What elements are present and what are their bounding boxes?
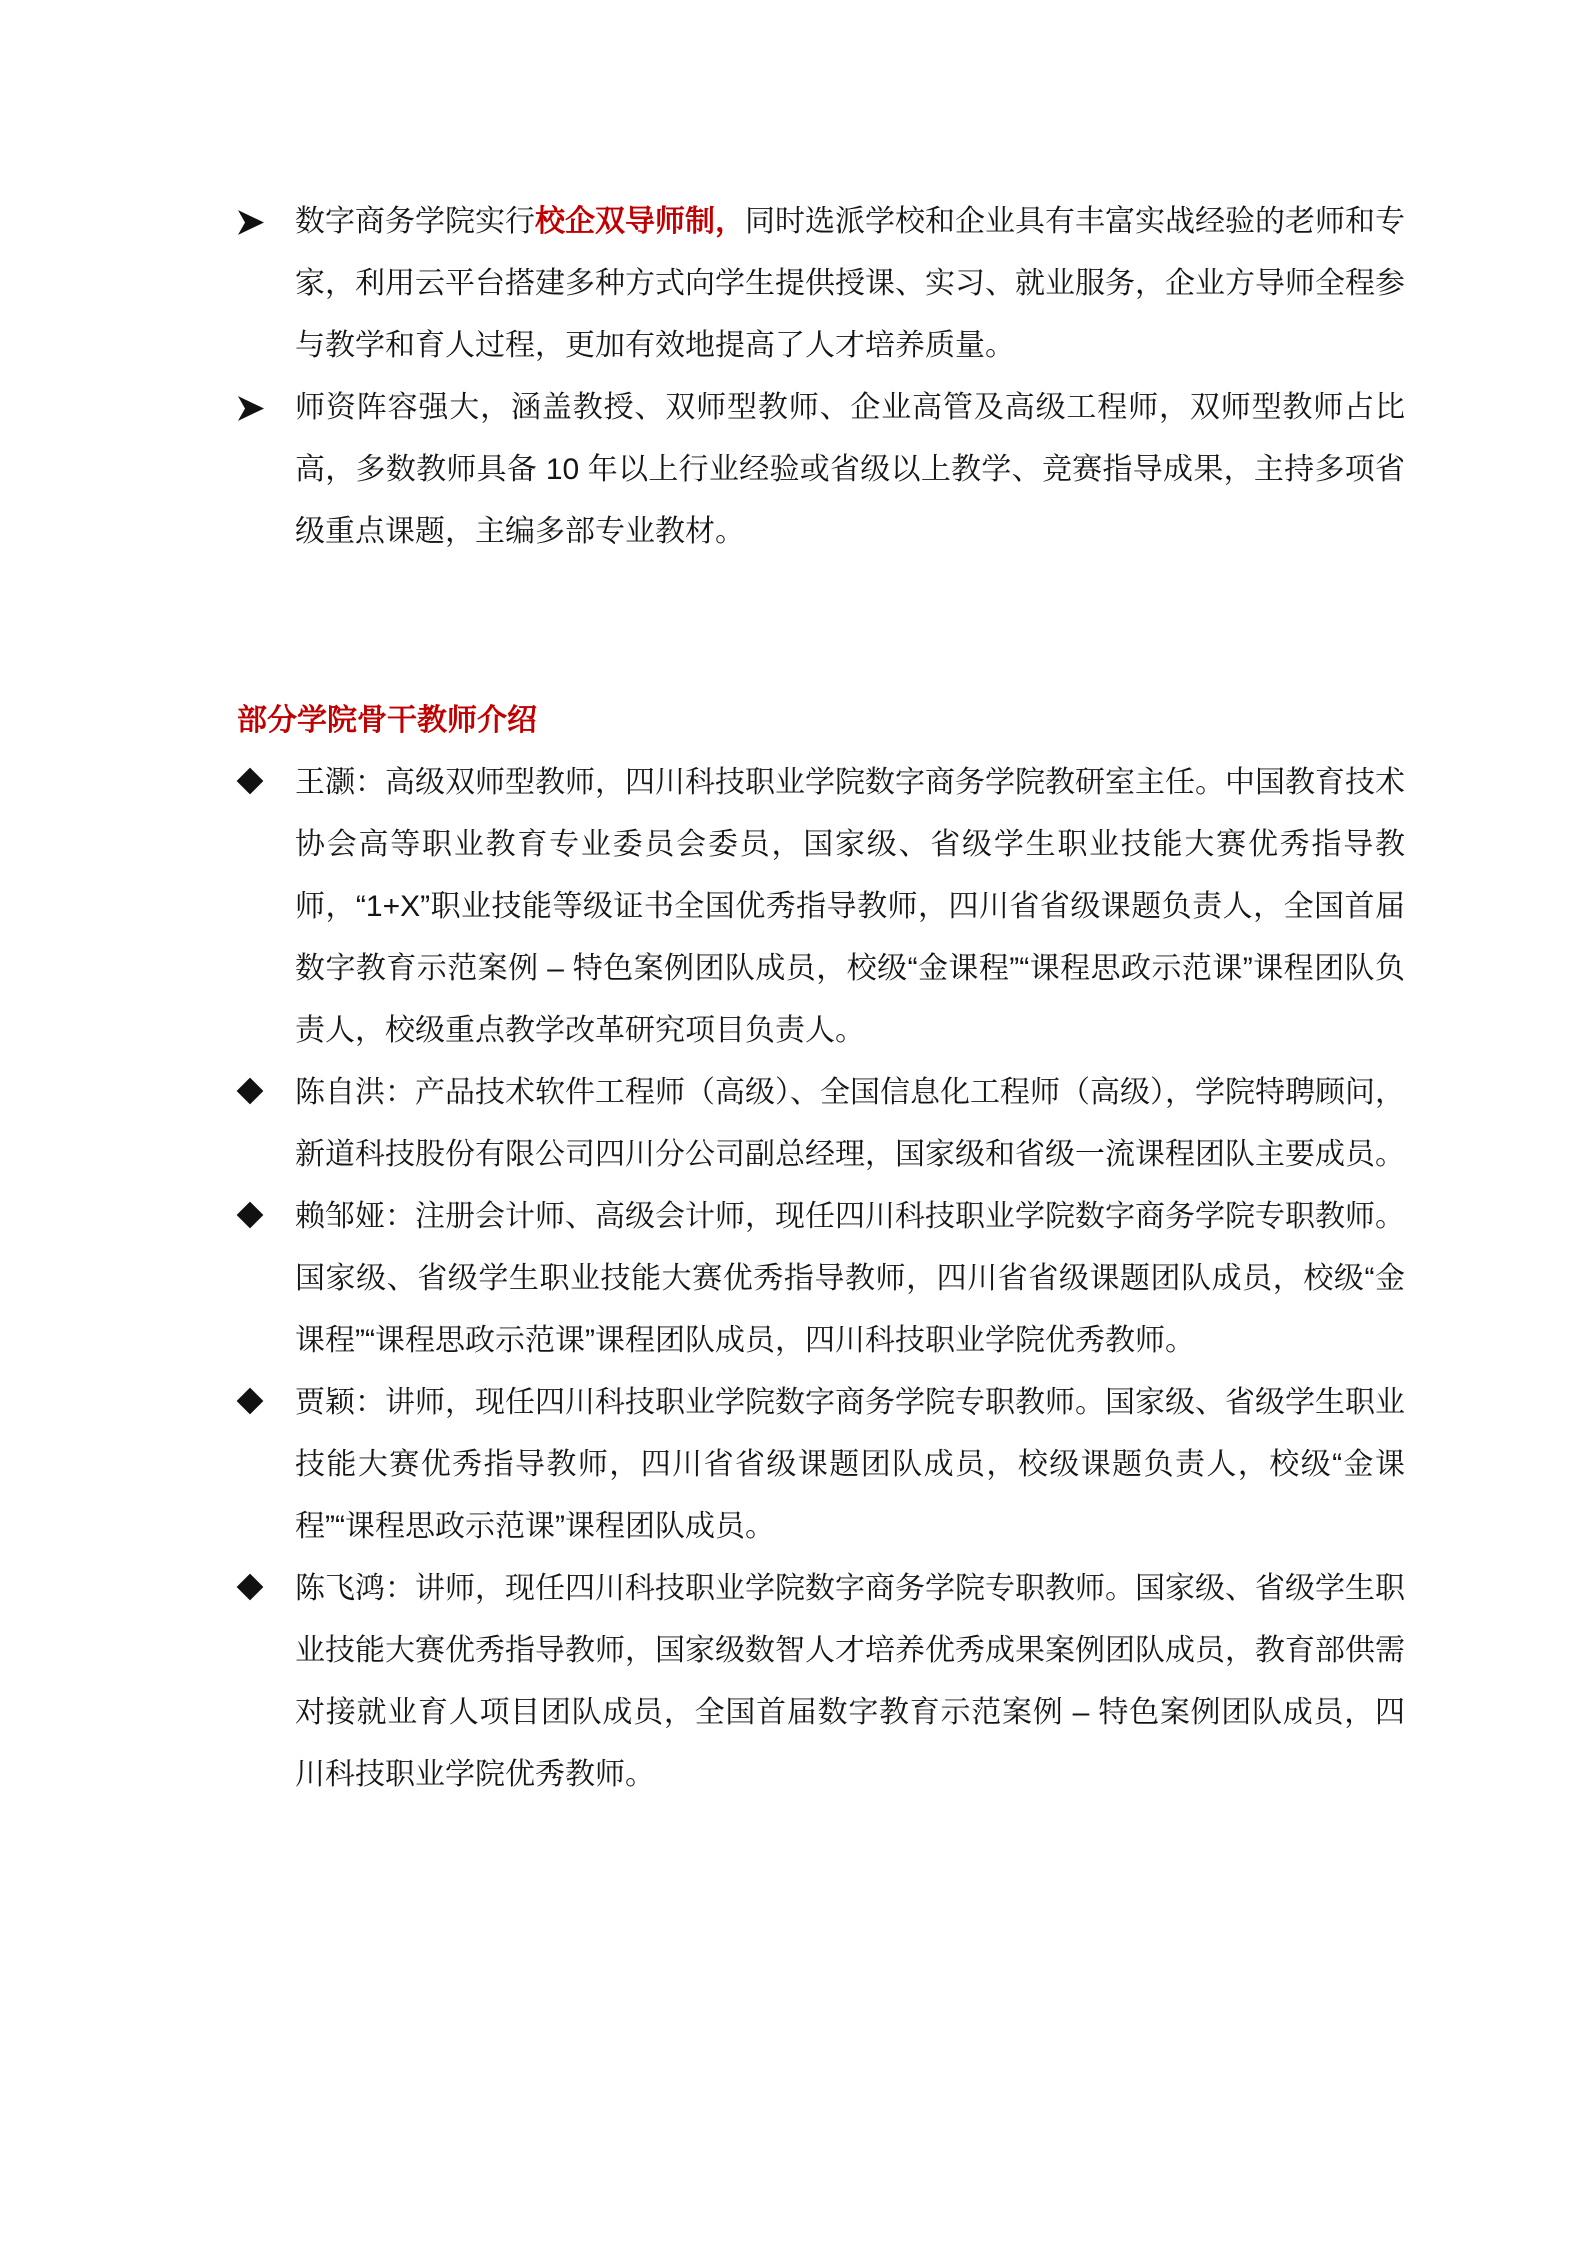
arrow-bullet-item	[237, 377, 1405, 563]
section-heading: 部分学院骨干教师介绍	[237, 704, 537, 737]
teacher-name-separator: ：	[355, 1386, 385, 1419]
teacher-name-separator: ：	[355, 766, 385, 799]
teacher-bio: 讲师，现任四川科技职业学院数字商务学院专职教师。国家级、省级学生职业技能大赛优秀指导教师，国家级数智人才培养优秀成果案例团队成员，教育部供需对接就业育人项目团队成员，全国首届数字教育示范案例 – 特色案例团队成员，四川科技职业学院优秀教师。	[295, 1572, 1405, 1791]
teacher-paragraph	[295, 1572, 1405, 1791]
teacher-name: 赖邹娅	[295, 1200, 385, 1233]
teacher-bio: 产品技术软件工程师（高级）、全国信息化工程师（高级），学院特聘顾问，新道科技股份有限公司四川分公司副总经理，国家级和省级一流课程团队主要成员。	[295, 1076, 1405, 1171]
arrow-bullet-icon	[238, 209, 264, 236]
diamond-bullet-icon	[237, 1574, 264, 1601]
diamond-bullet-icon	[237, 1388, 264, 1415]
teacher-name: 陈飞鸿	[295, 1572, 385, 1605]
teacher-paragraph	[295, 1200, 1405, 1357]
bullet-paragraph	[295, 205, 1405, 362]
arrow-bullet-item	[237, 191, 1405, 377]
diamond-bullet-icon	[237, 1202, 264, 1229]
teacher-list-item	[237, 1372, 1405, 1558]
highlighted-text: 校企双导师制，	[535, 205, 745, 238]
bullet-text-post: 师资阵容强大，涵盖教授、双师型教师、企业高管及高级工程师，双师型教师占比高，多数教师具备 10 年以上行业经验或省级以上教学、竞赛指导成果，主持多项省级重点课题，主编多部专业教材。	[295, 391, 1405, 548]
teacher-name-separator: ：	[385, 1572, 415, 1605]
arrow-bullet-icon	[238, 395, 264, 422]
document-content	[237, 191, 1405, 1806]
teacher-name: 王灏	[295, 766, 355, 799]
diamond-bullet-icon	[237, 768, 264, 795]
teacher-name: 陈自洪	[295, 1076, 385, 1109]
bullet-text-pre: 数字商务学院实行	[295, 205, 535, 238]
teacher-paragraph	[295, 1076, 1405, 1171]
bullet-paragraph	[295, 391, 1405, 548]
teacher-name-separator: ：	[385, 1076, 415, 1109]
bullet-text-post: 同时选派学校和企业具有丰富实战经验的老师和专家，利用云平台搭建多种方式向学生提供授课、实习、就业服务，企业方导师全程参与教学和育人过程，更加有效地提高了人才培养质量。	[295, 205, 1405, 362]
teacher-bio: 讲师，现任四川科技职业学院数字商务学院专职教师。国家级、省级学生职业技能大赛优秀指导教师，四川省省级课题团队成员，校级课题负责人，校级“金课程”“课程思政示范课”课程团队成员。	[295, 1386, 1405, 1543]
teacher-name: 贾颖	[295, 1386, 355, 1419]
teacher-list-item	[237, 752, 1405, 1062]
teacher-list-item	[237, 1558, 1405, 1806]
teacher-bio: 注册会计师、高级会计师，现任四川科技职业学院数字商务学院专职教师。国家级、省级学生职业技能大赛优秀指导教师，四川省省级课题团队成员，校级“金课程”“课程思政示范课”课程团队成员，四川科技职业学院优秀教师。	[295, 1200, 1405, 1357]
teacher-paragraph	[295, 1386, 1405, 1543]
teacher-list-item	[237, 1062, 1405, 1186]
diamond-bullet-icon	[237, 1078, 264, 1105]
teacher-name-separator: ：	[385, 1200, 415, 1233]
teacher-list-item	[237, 1186, 1405, 1372]
teacher-paragraph	[295, 766, 1405, 1047]
teacher-bio: 高级双师型教师，四川科技职业学院数字商务学院教研室主任。中国教育技术协会高等职业教育专业委员会委员，国家级、省级学生职业技能大赛优秀指导教师，“1+X”职业技能等级证书全国优秀指导教师，四川省省级课题负责人，全国首届数字教育示范案例 – 特色案例团队成员，校级“金课程”“课程思政示范课”课程团队负责人，校级重点教学改革研究项目负责人。	[295, 766, 1405, 1047]
